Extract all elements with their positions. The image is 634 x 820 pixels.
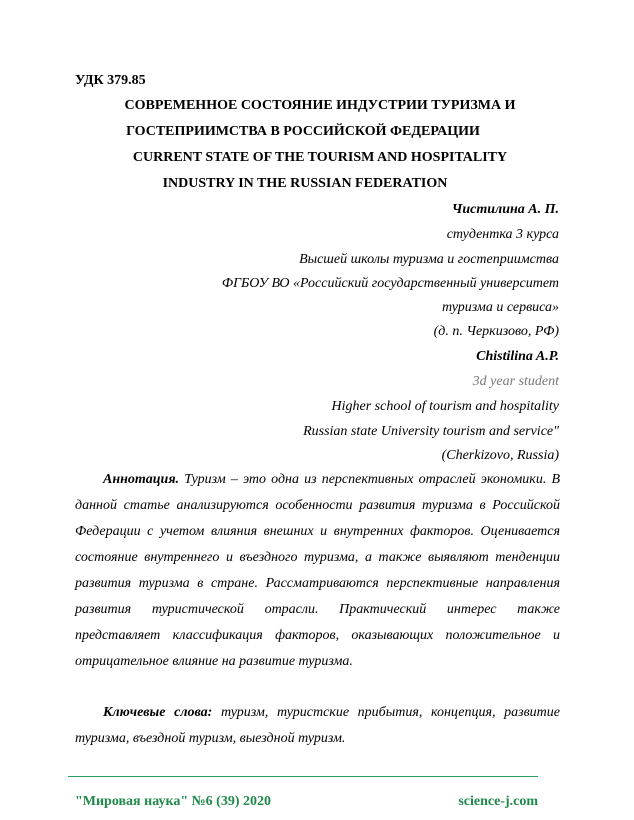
title-en-line-2: INDUSTRY IN THE RUSSIAN FEDERATION [162, 176, 448, 191]
keywords-label: Ключевые слова: [103, 705, 213, 720]
abstract-text: Туризм – это одна из перспективных отраслей экономики. В данной статье анализируются особенности развития туризма в Российской Федерации с учетом влияния внешних и внутренних факторов. Оценивается состояние внутреннего и въездного туризма, а также выявляют тенденции развития туризма в стране. Рассматриваются перспективные направления развития туристической отрасли. Практический интерес также представляет классификация факторов, оказывающих положительное и отрицательное влияние на развитие туризма. [75, 472, 560, 669]
author-university-en: Russian state University tourism and service" [303, 424, 559, 439]
footer-divider [68, 776, 538, 777]
keywords-text: туризм, туристские прибытия, концепция, развитие туризма, въездной туризм, выездной туризм. [75, 705, 560, 746]
title-en-line-1: CURRENT STATE OF THE TOURISM AND HOSPITALITY [132, 150, 508, 165]
author-university-ru-1: ФГБОУ ВО «Российский государственный университет [221, 276, 559, 291]
author-university-ru-2: туризма и сервиса» [441, 300, 559, 315]
title-ru-line-1: СОВРЕМЕННОЕ СОСТОЯНИЕ ИНДУСТРИИ ТУРИЗМА И [124, 98, 516, 113]
abstract-paragraph [75, 467, 560, 675]
author-location-en: (Cherkizovo, Russia) [441, 448, 559, 463]
abstract-label: Аннотация. [103, 472, 180, 487]
author-position-ru: студентка 3 курса [446, 227, 559, 242]
footer-journal: "Мировая наука" №6 (39) 2020 [75, 794, 271, 809]
title-ru-line-2: ГОСТЕПРИИМСТВА В РОССИЙСКОЙ ФЕДЕРАЦИИ [126, 124, 480, 139]
author-name-ru: Чистилина А. П. [451, 202, 559, 217]
keywords-paragraph [75, 700, 560, 752]
author-school-ru: Высшей школы туризма и гостеприимства [299, 252, 559, 267]
udc-code: УДК 379.85 [75, 73, 146, 88]
author-location-ru: (д. п. Черкизово, РФ) [433, 324, 559, 339]
footer-site-link[interactable]: science-j.com [458, 794, 538, 809]
author-school-en: Higher school of tourism and hospitality [331, 399, 559, 414]
author-name-en: Chistilina A.P. [476, 349, 559, 364]
author-position-en: 3d year student [472, 374, 559, 389]
